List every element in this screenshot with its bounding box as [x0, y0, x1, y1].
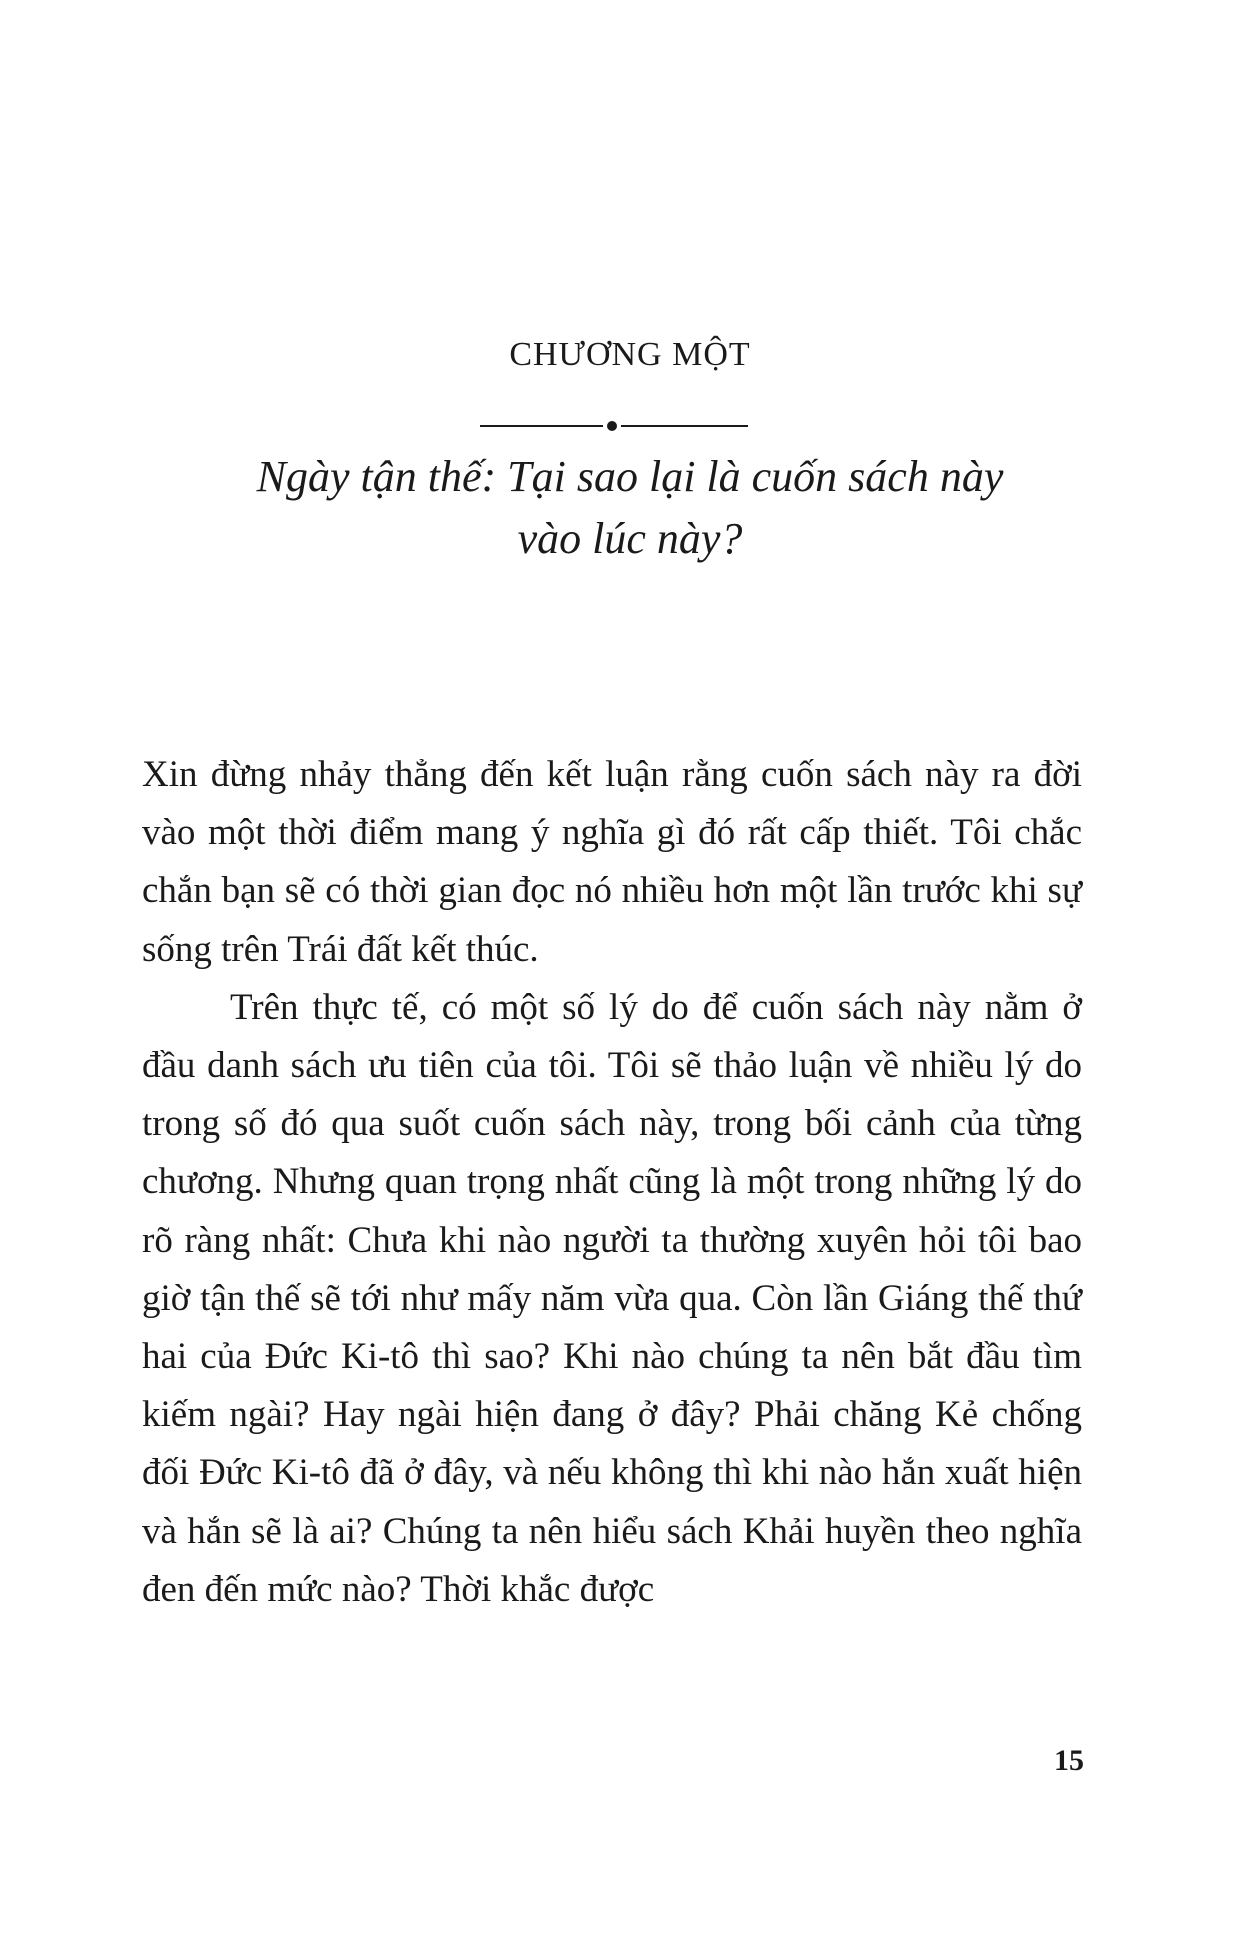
ornament-line-right	[621, 425, 748, 427]
ornament-line-left	[480, 425, 603, 427]
chapter-label: CHƯƠNG MỘT	[509, 336, 751, 373]
page-number: 15	[1054, 1744, 1084, 1777]
ornament-dot	[607, 421, 617, 431]
chapter-title	[0, 446, 1260, 570]
chapter-title-line-1: Ngày tận thế: Tại sao lại là cuốn sách này	[256, 452, 1004, 501]
chapter-title-line-2: vào lúc này?	[517, 514, 743, 563]
paragraph-2: Trên thực tế, có một số lý do để cuốn sách này nằm ở đầu danh sách ưu tiên của tôi. Tôi sẽ thảo luận về nhiều lý do trong số đó qua suốt cuốn sách này, trong bối cảnh của từng chương. Nhưng quan trọng nhất cũng là một trong những lý do rõ ràng nhất: Chưa khi nào người ta thường xuyên hỏi tôi bao giờ tận thế sẽ tới như mấy năm vừa qua. Còn lần Giáng thế thứ hai của Đức Ki-tô thì sao? Khi nào chúng ta nên bắt đầu tìm kiếm ngài? Hay ngài hiện đang ở đây? Phải chăng Kẻ chống đối Đức Ki-tô đã ở đây, và nếu không thì khi nào hắn xuất hiện và hắn sẽ là ai? Chúng ta nên hiểu sách Khải huyền theo nghĩa đen đến mức nào? Thời khắc được	[142, 986, 1082, 1610]
paragraph-1: Xin đừng nhảy thẳng đến kết luận rằng cuốn sách này ra đời vào một thời điểm mang ý nghĩa gì đó rất cấp thiết. Tôi chắc chắn bạn sẽ có thời gian đọc nó nhiều hơn một lần trước khi sự sống trên Trái đất kết thúc.	[142, 754, 1082, 970]
body-text	[142, 746, 1082, 1619]
chapter-ornament-divider	[480, 420, 748, 432]
